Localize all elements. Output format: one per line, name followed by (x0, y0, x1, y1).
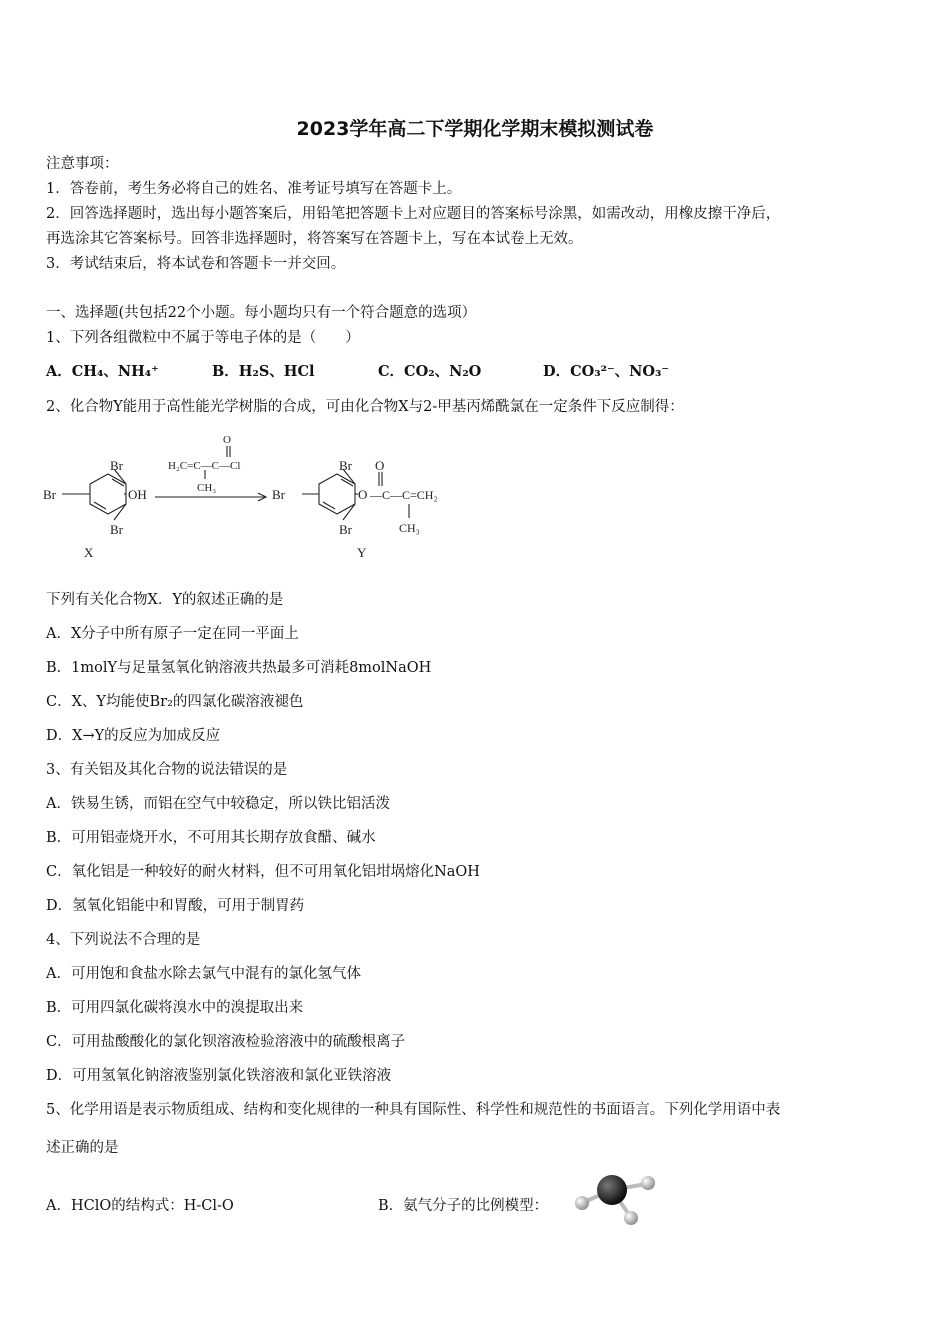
notice-heading: 注意事项： (46, 156, 119, 172)
reaction-diagram (40, 432, 470, 567)
notice-item: 再选涂其它答案标号。回答非选择题时，将答案写在答题卡上，写在本试卷上无效。 (46, 231, 583, 247)
question-5-stem-cont: 述正确的是 (46, 1140, 119, 1156)
q2-option-d: D．X→Y的反应为加成反应 (46, 728, 221, 744)
q1-option-d (543, 360, 669, 381)
option-text: H₂S、HCl (238, 363, 315, 380)
question-4-stem: 4、下列说法不合理的是 (46, 932, 201, 948)
y-benzene-ring (319, 474, 355, 514)
option-text: CO₂、N₂O (404, 363, 482, 380)
reagent-methyl: CH₃ (197, 482, 217, 494)
notice-item: 1．答卷前，考生务必将自己的姓名、准考证号填写在答题卡上。 (46, 181, 462, 197)
option-label: C． (378, 363, 405, 380)
q3-option-c: C．氧化铝是一种较好的耐火材料，但不可用氧化铝坩埚熔化NaOH (46, 864, 480, 880)
hydrogen-atom (575, 1196, 589, 1210)
y-label: Y (357, 545, 367, 560)
option-label: B． (212, 363, 239, 380)
q1-option-a (46, 360, 159, 381)
q5-option-b: B．氨气分子的比例模型： (378, 1198, 549, 1214)
page-title: 2023学年高二下学期化学期末模拟测试卷 (296, 118, 654, 140)
y-chain: —C—C=CH₂ (370, 488, 438, 502)
q3-option-b: B．可用铝壶烧开水，不可用其长期存放食醋、碱水 (46, 830, 376, 846)
q3-option-a: A．铁易生锈，而铝在空气中较稳定，所以铁比铝活泼 (46, 796, 390, 812)
option-label: A． (46, 363, 72, 380)
q1-option-b (212, 360, 315, 381)
x-br-top: Br (110, 458, 123, 473)
question-1-stem: 1、下列各组微粒中不属于等电子体的是（ ） (46, 330, 360, 346)
x-br-bottom: Br (110, 522, 123, 537)
y-br-top: Br (339, 458, 352, 473)
q4-option-b: B．可用四氯化碳将溴水中的溴提取出来 (46, 1000, 304, 1016)
q4-option-c: C．可用盐酸酸化的氯化钡溶液检验溶液中的硫酸根离子 (46, 1034, 406, 1050)
option-label: D． (543, 363, 571, 380)
x-oh: OH (128, 487, 147, 502)
x-br-left: Br (43, 487, 56, 502)
hydrogen-atom (641, 1176, 655, 1190)
y-methyl: CH₃ (399, 521, 420, 535)
x-benzene-ring (90, 474, 126, 514)
q4-option-a: A．可用饱和食盐水除去氯气中混有的氯化氢气体 (46, 966, 361, 982)
q3-option-d: D．氢氧化铝能中和胃酸，可用于制胃药 (46, 898, 305, 914)
q4-option-d: D．可用氢氧化钠溶液鉴别氯化铁溶液和氯化亚铁溶液 (46, 1068, 392, 1084)
option-text: CO₃²⁻、NO₃⁻ (570, 363, 669, 380)
hydrogen-atom (624, 1211, 638, 1225)
notice-item: 3．考试结束后，将本试卷和答题卡一并交回。 (46, 256, 346, 272)
y-carbonyl-oxygen: O (375, 458, 385, 473)
question-2-lead: 下列有关化合物X．Y的叙述正确的是 (46, 592, 284, 608)
nitrogen-atom (597, 1175, 627, 1205)
q2-option-b: B．1molY与足量氢氧化钠溶液共热最多可消耗8molNaOH (46, 660, 432, 676)
notice-item: 2．回答选择题时，选出每小题答案后，用铅笔把答题卡上对应题目的答案标号涂黑，如需改动，用橡皮擦干净后， (46, 206, 781, 222)
section-heading: 一、选择题(共包括22个小题。每小题均只有一个符合题意的选项） (46, 305, 477, 321)
x-br-bond-bottom (114, 504, 126, 520)
y-ester-oxygen: O (358, 487, 368, 502)
reagent-oxygen: O (223, 434, 231, 446)
q1-option-c (378, 360, 481, 381)
q5-option-a: A．HClO的结构式：H-Cl-O (46, 1198, 234, 1214)
question-2-stem: 2、化合物Y能用于高性能光学树脂的合成，可由化合物X与2-甲基丙烯酰氯在一定条件下反应制得： (46, 399, 684, 415)
q2-option-a: A．X分子中所有原子一定在同一平面上 (46, 626, 299, 642)
q2-option-c: C．X、Y均能使Br₂的四氯化碳溶液褪色 (46, 694, 304, 710)
ammonia-model-image (570, 1168, 665, 1230)
y-br-left: Br (272, 487, 285, 502)
y-br-bottom: Br (339, 522, 352, 537)
x-label: X (84, 545, 94, 560)
question-5-stem: 5、化学用语是表示物质组成、结构和变化规律的一种具有国际性、科学性和规范性的书面语言。下列化学用语中表 (46, 1102, 781, 1118)
option-text: CH₄、NH₄⁺ (71, 363, 159, 380)
question-3-stem: 3、有关铝及其化合物的说法错误的是 (46, 762, 288, 778)
reagent-formula: H₂C=C—C—Cl (168, 460, 241, 472)
